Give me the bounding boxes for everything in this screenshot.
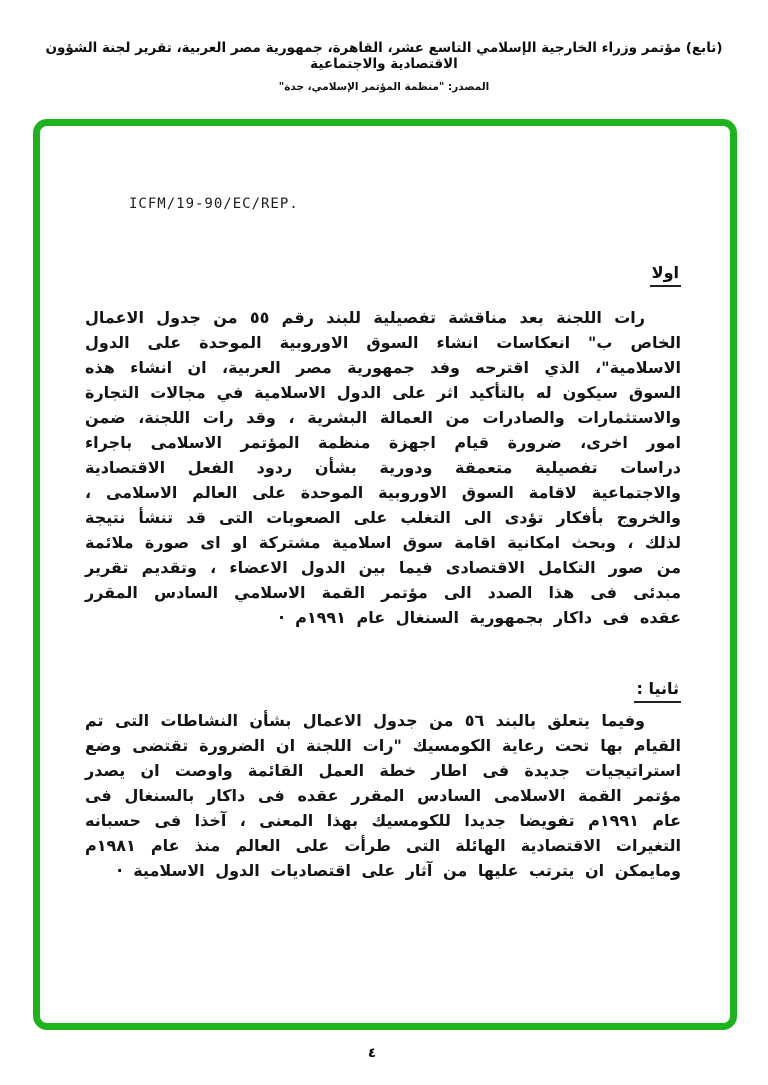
section-heading-second: ثانيا :: [634, 679, 681, 703]
page-number: ٤: [368, 1046, 376, 1061]
section-paragraph-second: وفيما يتعلق بالبند ٥٦ من جدول الاعمال بشأن النشاطات التى تم القيام بها تحت رعاية الكومسيك "رات اللجنة ان الضرورة تقتضى وضع استراتيجيات جديدة فى اطار خطة العمل القائمة واوصت ان يصدر مؤتمر القمة الاسلامى السادس المقرر عقده فى داكار بالسنغال فى عام ١٩٩١م تفويضا جديدا للكومسيك بهذا المعنى ، آخذا فى حسبانه التغيرات الاقتصادية الهائلة التى طرأت على العالم منذ عام ١٩٨١م ومايمكن ان يترتب عليها من آثار على اقتصاديات الدول الاسلامية ·: [85, 711, 681, 880]
document-header: [10, 40, 758, 93]
document-title-line: (تابع) مؤتمر وزراء الخارجية الإسلامي التاسع عشر، القاهرة، جمهورية مصر العربية، تقرير لجنة الشؤون الاقتصادية والاجتماعية: [45, 40, 723, 72]
section-paragraph-first: رات اللجنة بعد مناقشة تفصيلية للبند رقم ٥٥ من جدول الاعمال الخاص ب" انعكاسات انشاء السوق الاوروبية الموحدة على الدول الاسلامية"، الذي اقترحه وفد جمهورية مصر العربية، ان انشاء هذه السوق سيكون له بالتأكيد اثر على الدول الاسلامية في مجالات التجارة والاستثمارات والصادرات من العمالة البشرية ، وقد رات اللجنة، ضمن امور اخرى، ضرورة قيام اجهزة منظمة المؤتمر الاسلامى باجراء دراسات تفصيلية متعمقة ودورية بشأن ردود الفعل الاقتصادية والاجتماعية لاقامة السوق الاوروبية الموحدة على العالم الاسلامى ، والخروج بأفكار تؤدى الى التغلب على الصعوبات التى قد تنشأ نتيجة لذلك ، وبحث امكانية اقامة سوق اسلامية مشتركة او اى صورة ملائمة من صور التكامل الاقتصادى فيما بين الدول الاعضاء ، وتقديم تقرير مبدئى فى هذا الصدد الى مؤتمر القمة الاسلامي السادس المقرر عقده فى داكار بجمهورية السنغال عام ١٩٩١م ·: [85, 308, 681, 627]
section-heading-first: اولا: [650, 263, 681, 287]
document-source-line: المصدر: "منظمة المؤتمر الإسلامي، جدة": [278, 81, 490, 93]
reference-number: ICFM/19-90/EC/REP.: [129, 196, 299, 212]
